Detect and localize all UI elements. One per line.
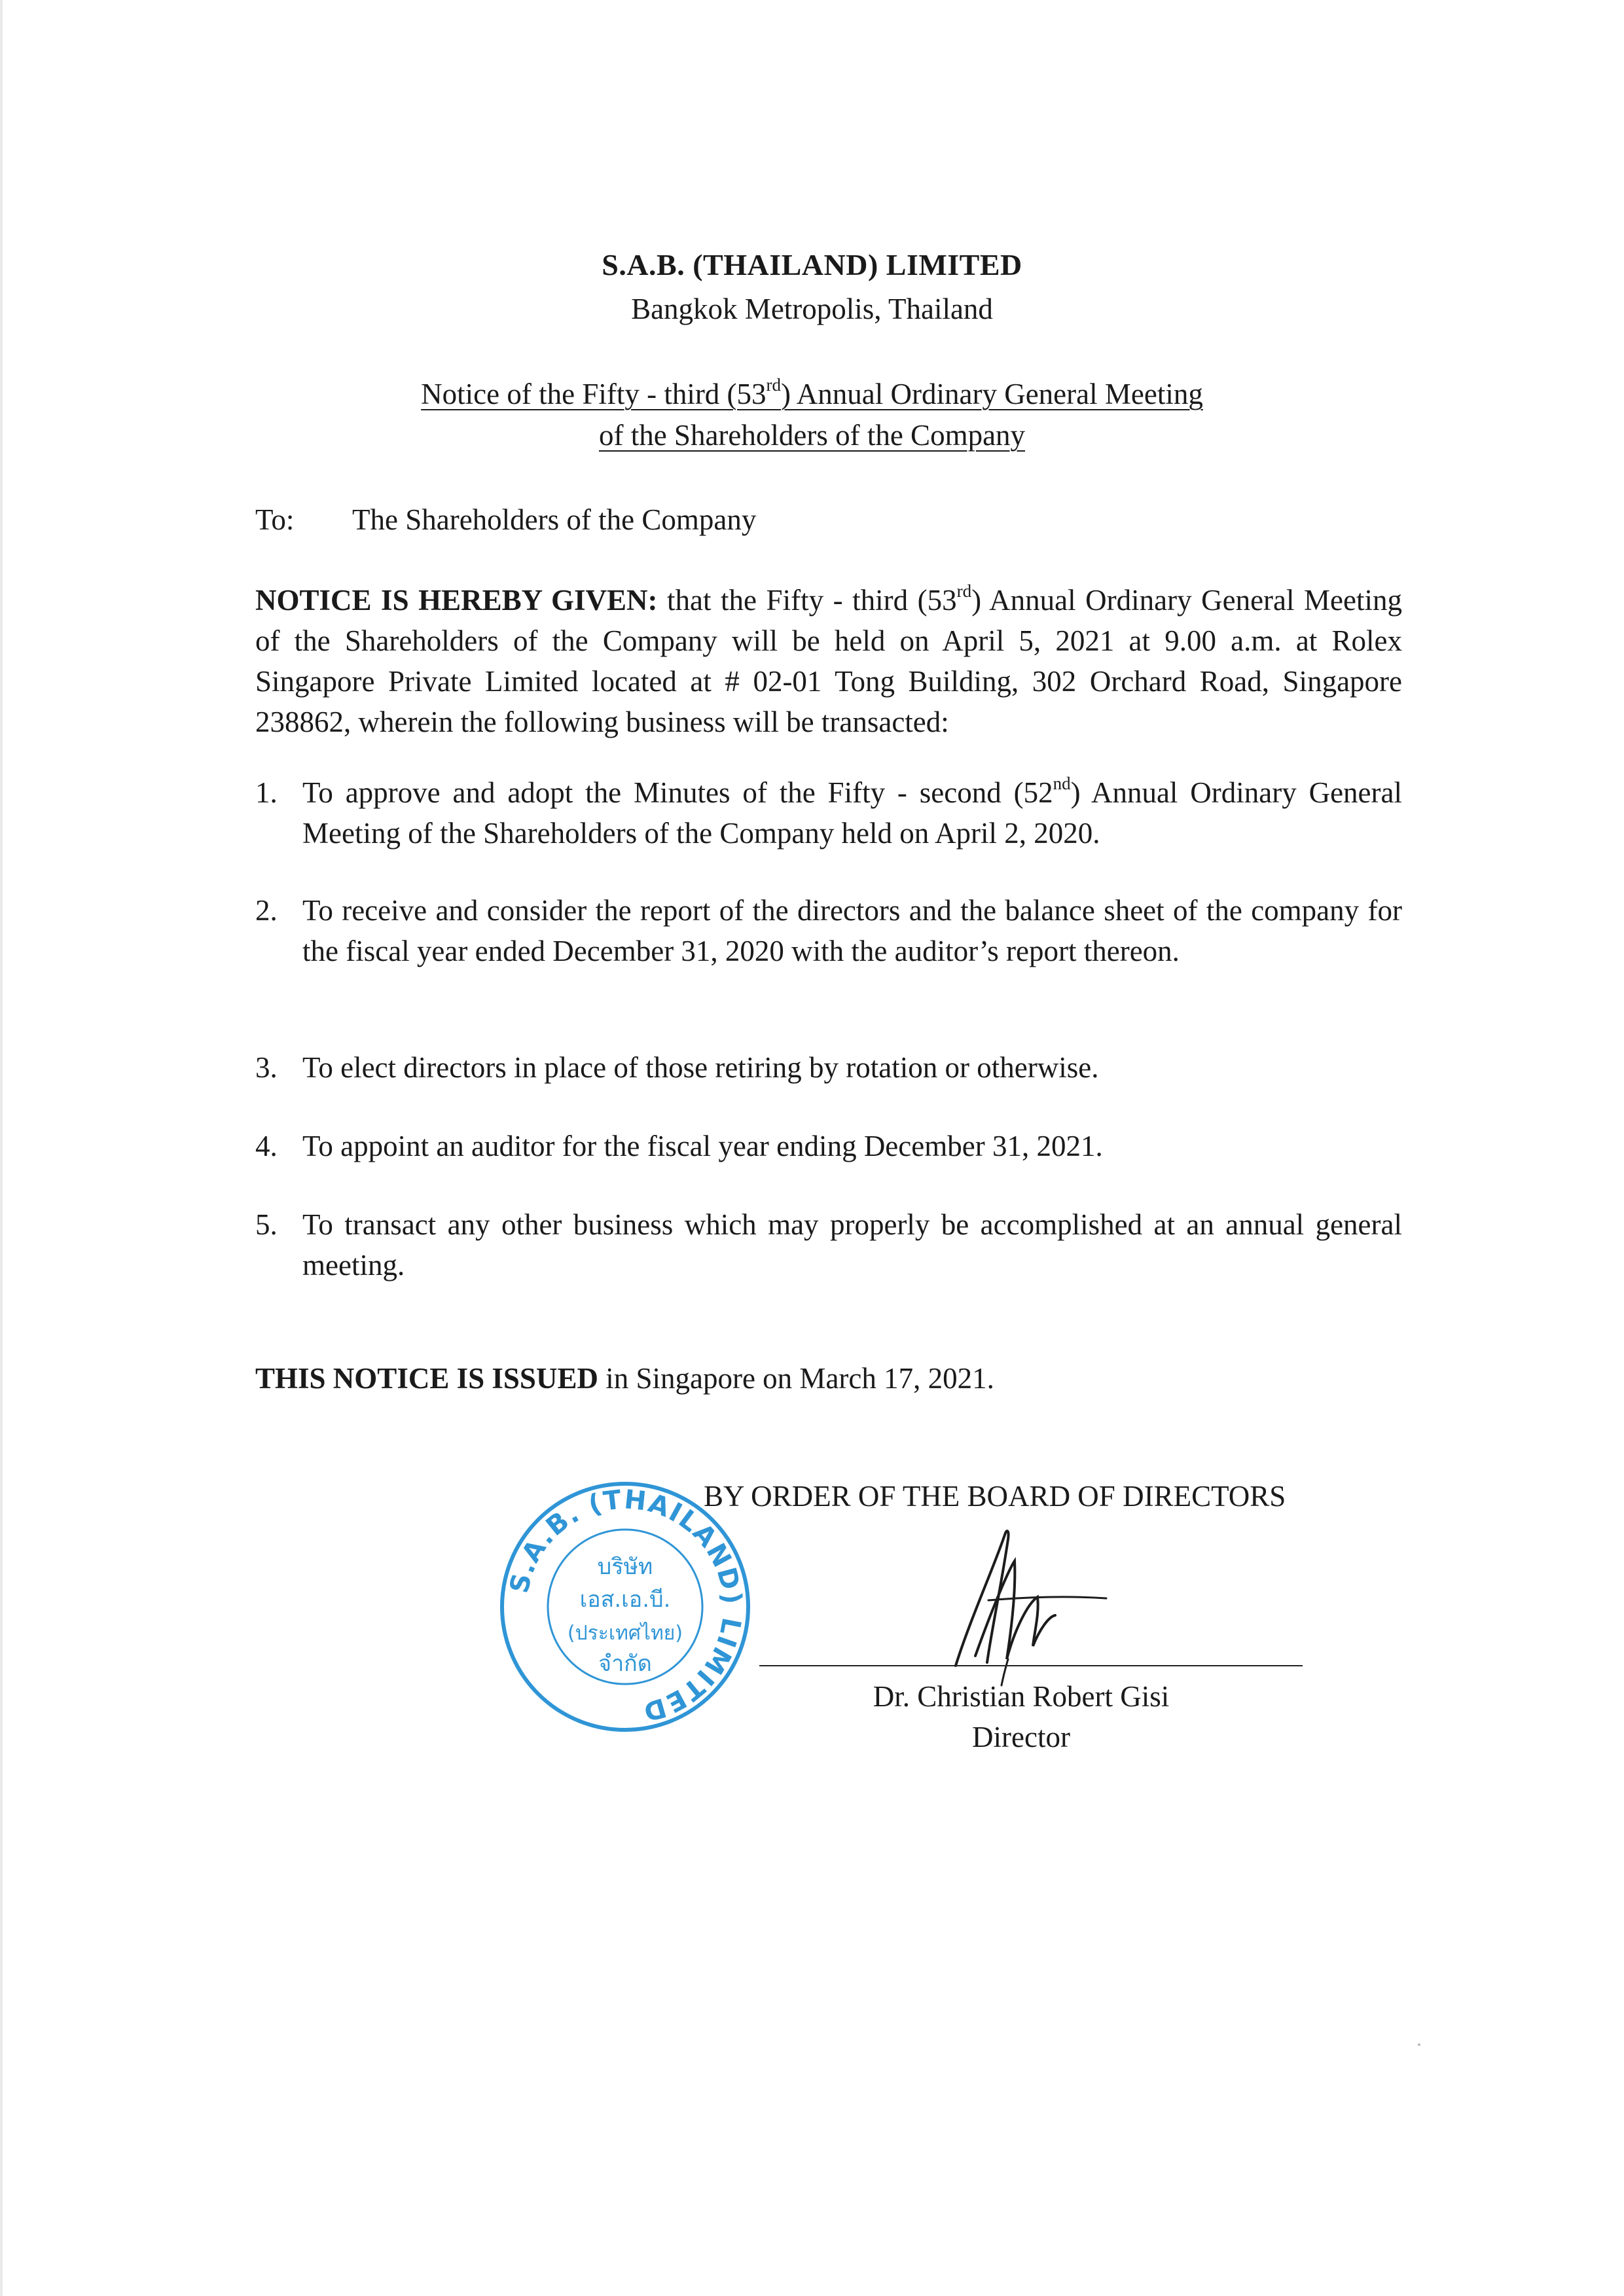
agenda-number: 3. — [255, 1051, 278, 1084]
company-seal — [494, 1476, 756, 1738]
scan-speck — [1418, 2043, 1420, 2046]
agenda-text: To approve and adopt the Minutes of the Fifty - second (52nd) Annual Ordinary General Meeting of the Shareholders of the Company held on April 2, 2020. — [302, 773, 1402, 850]
intro-paragraph: NOTICE IS HEREBY GIVEN: that the Fifty - third (53rd) Annual Ordinary General Meeting of the Shareholders of the Company will be held on April 5, 2021 at 9.00 a.m. at Rolex Singapore Private Limited located at # 02-01 Tong Building, 302 Orchard Road, Singapore 238862, wherein the following business will be transacted: — [255, 581, 1402, 738]
notice-title-line2: of the Shareholders of the Company — [598, 419, 1026, 452]
agenda-text: To transact any other business which may properly be accomplished at an annual general meeting. — [302, 1208, 1402, 1282]
agenda-text: To elect directors in place of those retiring by rotation or otherwise. — [302, 1051, 1099, 1084]
svg-text:จำกัด: จำกัด — [598, 1651, 652, 1677]
handwritten-signature — [929, 1499, 1119, 1689]
agenda-number: 4. — [255, 1130, 278, 1162]
signer-title: Director — [972, 1721, 1070, 1753]
notice-title-line1: Notice of the Fifty - third (53rd) Annual Ordinary General Meeting — [421, 374, 1203, 410]
order-line: BY ORDER OF THE BOARD OF DIRECTORS — [704, 1480, 1286, 1513]
company-name: S.A.B. (THAILAND) LIMITED — [602, 248, 1022, 281]
issued-statement: THIS NOTICE IS ISSUED in Singapore on March 17, 2021. — [255, 1362, 994, 1395]
addressee-label: To: — [255, 503, 295, 536]
agenda-text: To appoint an auditor for the fiscal year ending December 31, 2021. — [302, 1130, 1103, 1162]
agenda-number: 2. — [255, 894, 278, 927]
signer-name: Dr. Christian Robert Gisi — [873, 1680, 1170, 1713]
svg-text:เอส.เอ.บี.: เอส.เอ.บี. — [579, 1587, 671, 1613]
intro-bold-lead: NOTICE IS HEREBY GIVEN: — [255, 584, 658, 617]
issued-bold-lead: THIS NOTICE IS ISSUED — [255, 1362, 598, 1395]
svg-text:(ประเทศไทย): (ประเทศไทย) — [567, 1622, 683, 1645]
agenda-text: To receive and consider the report of the directors and the balance sheet of the company for the fiscal year ended December 31, 2020 with the auditor’s report thereon. — [302, 894, 1402, 967]
agenda-number: 5. — [255, 1208, 278, 1241]
addressee-text: The Shareholders of the Company — [352, 503, 757, 536]
agenda-number: 1. — [255, 776, 278, 809]
svg-text:S.A.B. (THAILAND) LIMITED: S.A.B. (THAILAND) LIMITED — [504, 1484, 748, 1727]
svg-text:บริษัท: บริษัท — [597, 1554, 653, 1580]
scan-edge — [0, 0, 3, 2296]
company-location: Bangkok Metropolis, Thailand — [631, 293, 993, 325]
signature-line — [759, 1665, 1303, 1666]
